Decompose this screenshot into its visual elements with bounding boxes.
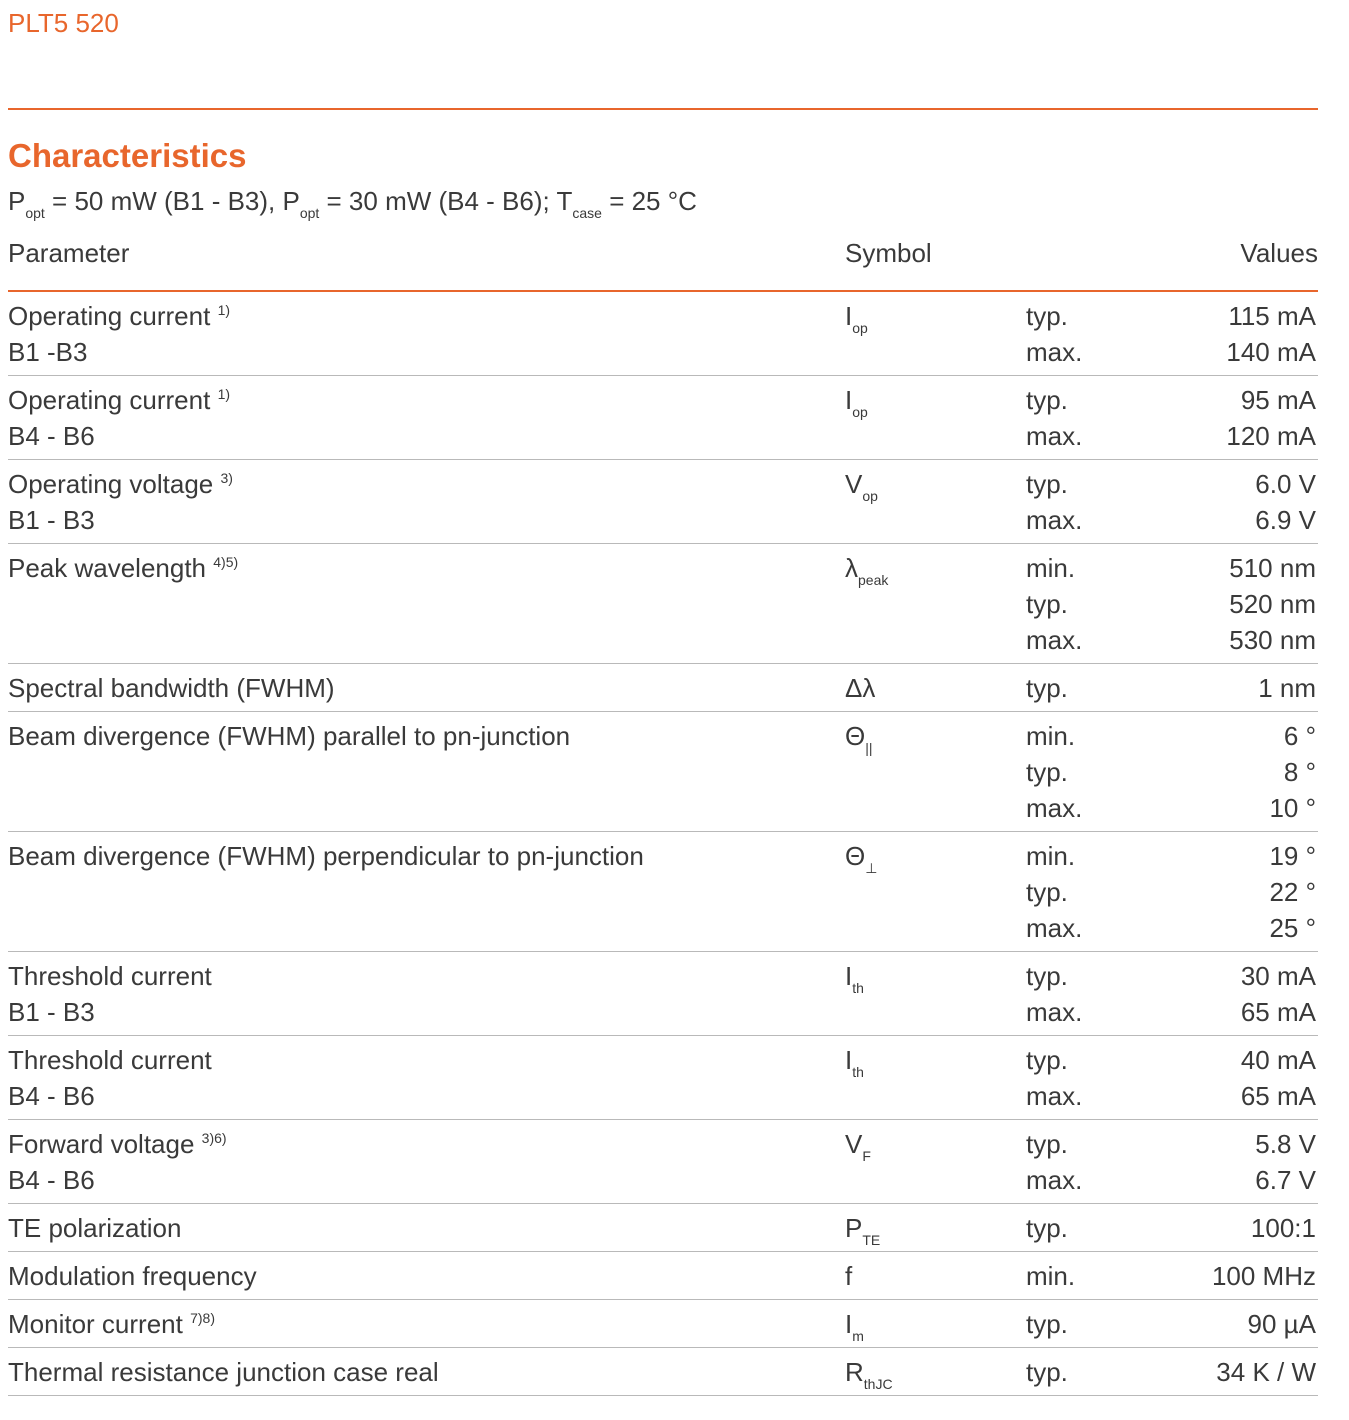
parameter-cell <box>8 466 233 538</box>
symbol-main: I <box>845 385 853 415</box>
qualifier: typ. <box>1026 961 1068 991</box>
footnote-ref: 3)6) <box>201 1130 227 1146</box>
symbol-cell <box>845 1258 852 1294</box>
value: 22 ° <box>1269 877 1316 907</box>
parameter-variant: B4 - B6 <box>8 1081 95 1111</box>
value: 140 mA <box>1226 337 1316 367</box>
qualifier: typ. <box>1026 757 1068 787</box>
symbol-cell <box>845 1306 864 1342</box>
symbol-cell <box>845 958 864 994</box>
parameter-cell <box>8 1258 257 1294</box>
symbol-main: Δλ <box>845 673 876 703</box>
column-header-values: Values <box>1240 238 1318 268</box>
symbol-main: P <box>845 1213 863 1243</box>
value: 34 K / W <box>1216 1357 1316 1387</box>
qualifier: max. <box>1026 913 1083 943</box>
qualifier: max. <box>1026 793 1083 823</box>
qualifier: typ. <box>1026 301 1068 331</box>
value-cell <box>1251 1210 1316 1246</box>
symbol-subscript: peak <box>858 572 889 588</box>
parameter-line <box>8 958 212 994</box>
parameter-line <box>8 1354 439 1390</box>
parameter-name: Thermal resistance junction case real <box>8 1357 439 1387</box>
symbol-subscript: F <box>862 1148 871 1164</box>
parameter-name: Beam divergence (FWHM) perpendicular to pn-junction <box>8 841 644 871</box>
test-conditions <box>8 186 697 221</box>
parameter-line <box>8 670 335 706</box>
table-row <box>8 544 1318 664</box>
parameter-line <box>8 1210 181 1246</box>
value: 6.0 V <box>1255 469 1316 499</box>
parameter-cell <box>8 838 644 874</box>
symbol-subscript: op <box>852 320 868 336</box>
value: 8 ° <box>1283 757 1316 787</box>
value-cell <box>1248 1306 1316 1342</box>
parameter-name: TE polarization <box>8 1213 182 1243</box>
value: 65 mA <box>1240 1081 1316 1111</box>
symbol-subscript: op <box>852 404 868 420</box>
parameter-name: Threshold current <box>8 961 212 991</box>
parameter-name: Operating voltage <box>8 469 214 499</box>
condition-p2: P <box>282 186 300 216</box>
parameter-name: Beam divergence (FWHM) parallel to pn-junction <box>8 721 571 751</box>
table-row <box>8 952 1318 1036</box>
value: 530 nm <box>1229 625 1316 655</box>
qualifier-cell <box>1026 670 1068 706</box>
parameter-name: Modulation frequency <box>8 1261 257 1291</box>
condition-t-rest: = 25 °C <box>601 186 697 216</box>
condition-t: T <box>556 186 573 216</box>
qualifier-cell <box>1026 1042 1082 1114</box>
qualifier-cell <box>1026 1210 1068 1246</box>
qualifier: typ. <box>1026 589 1068 619</box>
qualifier: typ. <box>1026 1357 1068 1387</box>
qualifier: typ. <box>1026 1309 1068 1339</box>
qualifier: max. <box>1026 1165 1083 1195</box>
top-divider <box>8 108 1318 110</box>
parameter-variant: B4 - B6 <box>8 421 95 451</box>
symbol-subscript: m <box>852 1328 864 1344</box>
symbol-subscript: th <box>852 980 864 996</box>
parameter-line <box>8 1126 227 1162</box>
parameter-cell <box>8 958 212 1030</box>
condition-p2-sub: opt <box>299 205 320 221</box>
value: 6.9 V <box>1255 505 1316 535</box>
symbol-subscript: th <box>852 1064 864 1080</box>
parameter-cell <box>8 382 230 454</box>
qualifier: max. <box>1026 421 1083 451</box>
condition-p1: P <box>8 186 26 216</box>
symbol-main: λ <box>845 553 858 583</box>
condition-t-sub: case <box>572 205 602 221</box>
qualifier: typ. <box>1026 1045 1068 1075</box>
parameter-line <box>8 550 238 586</box>
parameter-cell <box>8 298 230 370</box>
value-cell <box>1255 466 1316 538</box>
symbol-cell <box>845 298 868 334</box>
table-row <box>8 1204 1318 1252</box>
symbol-main: I <box>845 301 853 331</box>
qualifier: max. <box>1026 505 1083 535</box>
symbol-cell <box>845 1210 880 1246</box>
qualifier-cell <box>1026 466 1082 538</box>
parameter-cell <box>8 550 238 586</box>
value: 5.8 V <box>1255 1129 1316 1159</box>
symbol-main: Θ <box>845 721 866 751</box>
table-row <box>8 376 1318 460</box>
parameter-line <box>8 838 644 874</box>
value: 10 ° <box>1269 793 1316 823</box>
parameter-name: Spectral bandwidth (FWHM) <box>8 673 335 703</box>
table-row <box>8 712 1318 832</box>
value: 100 MHz <box>1211 1261 1316 1291</box>
parameter-cell <box>8 1126 227 1198</box>
qualifier: min. <box>1026 1261 1076 1291</box>
value: 25 ° <box>1269 913 1316 943</box>
value-cell <box>1258 670 1316 706</box>
symbol-main: I <box>845 1309 853 1339</box>
parameter-cell <box>8 1354 439 1390</box>
parameter-line <box>8 1306 215 1342</box>
value-cell <box>1216 1354 1316 1390</box>
table-row <box>8 1252 1318 1300</box>
table-row <box>8 1300 1318 1348</box>
qualifier-cell <box>1026 958 1082 1030</box>
qualifier: typ. <box>1026 469 1068 499</box>
qualifier-cell <box>1026 838 1082 946</box>
symbol-cell <box>845 718 873 754</box>
symbol-cell <box>845 670 875 706</box>
value: 65 mA <box>1240 997 1316 1027</box>
qualifier: max. <box>1026 997 1083 1027</box>
value: 100:1 <box>1250 1213 1316 1243</box>
value-cell <box>1269 718 1316 826</box>
value: 90 µA <box>1247 1309 1316 1339</box>
value: 95 mA <box>1240 385 1316 415</box>
value: 6.7 V <box>1255 1165 1316 1195</box>
parameter-cell <box>8 718 570 754</box>
footnote-ref: 1) <box>217 386 231 402</box>
qualifier: max. <box>1026 1081 1083 1111</box>
value: 510 nm <box>1229 553 1316 583</box>
table-row <box>8 1036 1318 1120</box>
value: 120 mA <box>1226 421 1316 451</box>
value: 115 mA <box>1228 301 1316 331</box>
parameter-variant: B1 -B3 <box>8 337 88 367</box>
parameter-cell <box>8 1306 215 1342</box>
parameter-cell <box>8 670 335 706</box>
symbol-main: I <box>845 961 853 991</box>
symbol-main: V <box>845 469 863 499</box>
parameter-line <box>8 298 230 334</box>
value-cell <box>1229 550 1316 658</box>
value: 6 ° <box>1283 721 1316 751</box>
symbol-cell <box>845 382 868 418</box>
value-cell <box>1241 1042 1316 1114</box>
qualifier: typ. <box>1026 1213 1068 1243</box>
product-name: PLT5 520 <box>8 8 119 38</box>
symbol-main: Θ <box>845 841 866 871</box>
parameter-line <box>8 382 230 418</box>
parameter-name: Forward voltage <box>8 1129 195 1159</box>
parameter-variant: B1 - B3 <box>8 997 95 1027</box>
symbol-cell <box>845 1042 864 1078</box>
qualifier: max. <box>1026 337 1083 367</box>
parameter-variant: B1 - B3 <box>8 505 95 535</box>
footnote-ref: 1) <box>217 302 231 318</box>
parameter-cell <box>8 1042 212 1114</box>
symbol-cell <box>845 550 888 586</box>
column-header-parameter: Parameter <box>8 238 130 268</box>
qualifier: typ. <box>1026 877 1068 907</box>
qualifier: max. <box>1026 625 1083 655</box>
qualifier: typ. <box>1026 673 1068 703</box>
symbol-subscript: || <box>865 740 873 756</box>
value-cell <box>1241 958 1316 1030</box>
condition-p2-rest: = 30 mW (B4 - B6); <box>319 186 557 216</box>
symbol-main: f <box>845 1261 853 1291</box>
qualifier-cell <box>1026 718 1082 826</box>
footnote-ref: 7)8) <box>190 1310 215 1326</box>
table-row <box>8 1348 1318 1396</box>
qualifier-cell <box>1026 298 1082 370</box>
table-header <box>8 238 1318 278</box>
qualifier-cell <box>1026 1258 1075 1294</box>
table-row <box>8 1120 1318 1204</box>
value-cell <box>1255 1126 1316 1198</box>
table-row <box>8 292 1318 376</box>
qualifier: min. <box>1026 841 1076 871</box>
symbol-main: V <box>845 1129 863 1159</box>
value-cell <box>1269 838 1316 946</box>
value: 520 nm <box>1229 589 1316 619</box>
section-title: Characteristics <box>8 137 247 174</box>
table-row <box>8 832 1318 952</box>
symbol-main: R <box>845 1357 864 1387</box>
characteristics-table <box>8 292 1318 1396</box>
value-cell <box>1226 298 1316 370</box>
qualifier: min. <box>1026 721 1076 751</box>
symbol-cell <box>845 838 877 874</box>
footnote-ref: 3) <box>220 470 233 486</box>
parameter-line <box>8 718 570 754</box>
parameter-variant: B4 - B6 <box>8 1165 95 1195</box>
value-cell <box>1212 1258 1316 1294</box>
table-row <box>8 460 1318 544</box>
condition-p1-rest: = 50 mW (B1 - B3), <box>44 186 283 216</box>
table-row <box>8 664 1318 712</box>
value: 1 nm <box>1258 673 1316 703</box>
symbol-subscript: ⊥ <box>865 860 878 876</box>
parameter-line <box>8 1258 257 1294</box>
value: 30 mA <box>1240 961 1316 991</box>
column-header-symbol: Symbol <box>845 238 932 268</box>
parameter-name: Operating current <box>8 385 211 415</box>
value-cell <box>1226 382 1316 454</box>
parameter-name: Operating current <box>8 301 211 331</box>
footnote-ref: 4)5) <box>213 554 239 570</box>
qualifier-cell <box>1026 1126 1082 1198</box>
parameter-line <box>8 466 233 502</box>
symbol-cell <box>845 1354 893 1390</box>
symbol-subscript: op <box>862 488 878 504</box>
symbol-cell <box>845 466 878 502</box>
parameter-line <box>8 1042 212 1078</box>
value: 19 ° <box>1269 841 1316 871</box>
qualifier: typ. <box>1026 385 1068 415</box>
qualifier: min. <box>1026 553 1076 583</box>
symbol-subscript: TE <box>862 1232 881 1248</box>
symbol-main: I <box>845 1045 853 1075</box>
symbol-cell <box>845 1126 871 1162</box>
parameter-cell <box>8 1210 181 1246</box>
parameter-name: Peak wavelength <box>8 553 207 583</box>
symbol-subscript: thJC <box>863 1376 893 1392</box>
condition-p1-sub: opt <box>25 205 45 221</box>
qualifier-cell <box>1026 1354 1068 1390</box>
value: 40 mA <box>1240 1045 1316 1075</box>
parameter-name: Threshold current <box>8 1045 212 1075</box>
qualifier-cell <box>1026 1306 1068 1342</box>
qualifier-cell <box>1026 550 1082 658</box>
parameter-name: Monitor current <box>8 1309 183 1339</box>
qualifier-cell <box>1026 382 1082 454</box>
qualifier: typ. <box>1026 1129 1068 1159</box>
